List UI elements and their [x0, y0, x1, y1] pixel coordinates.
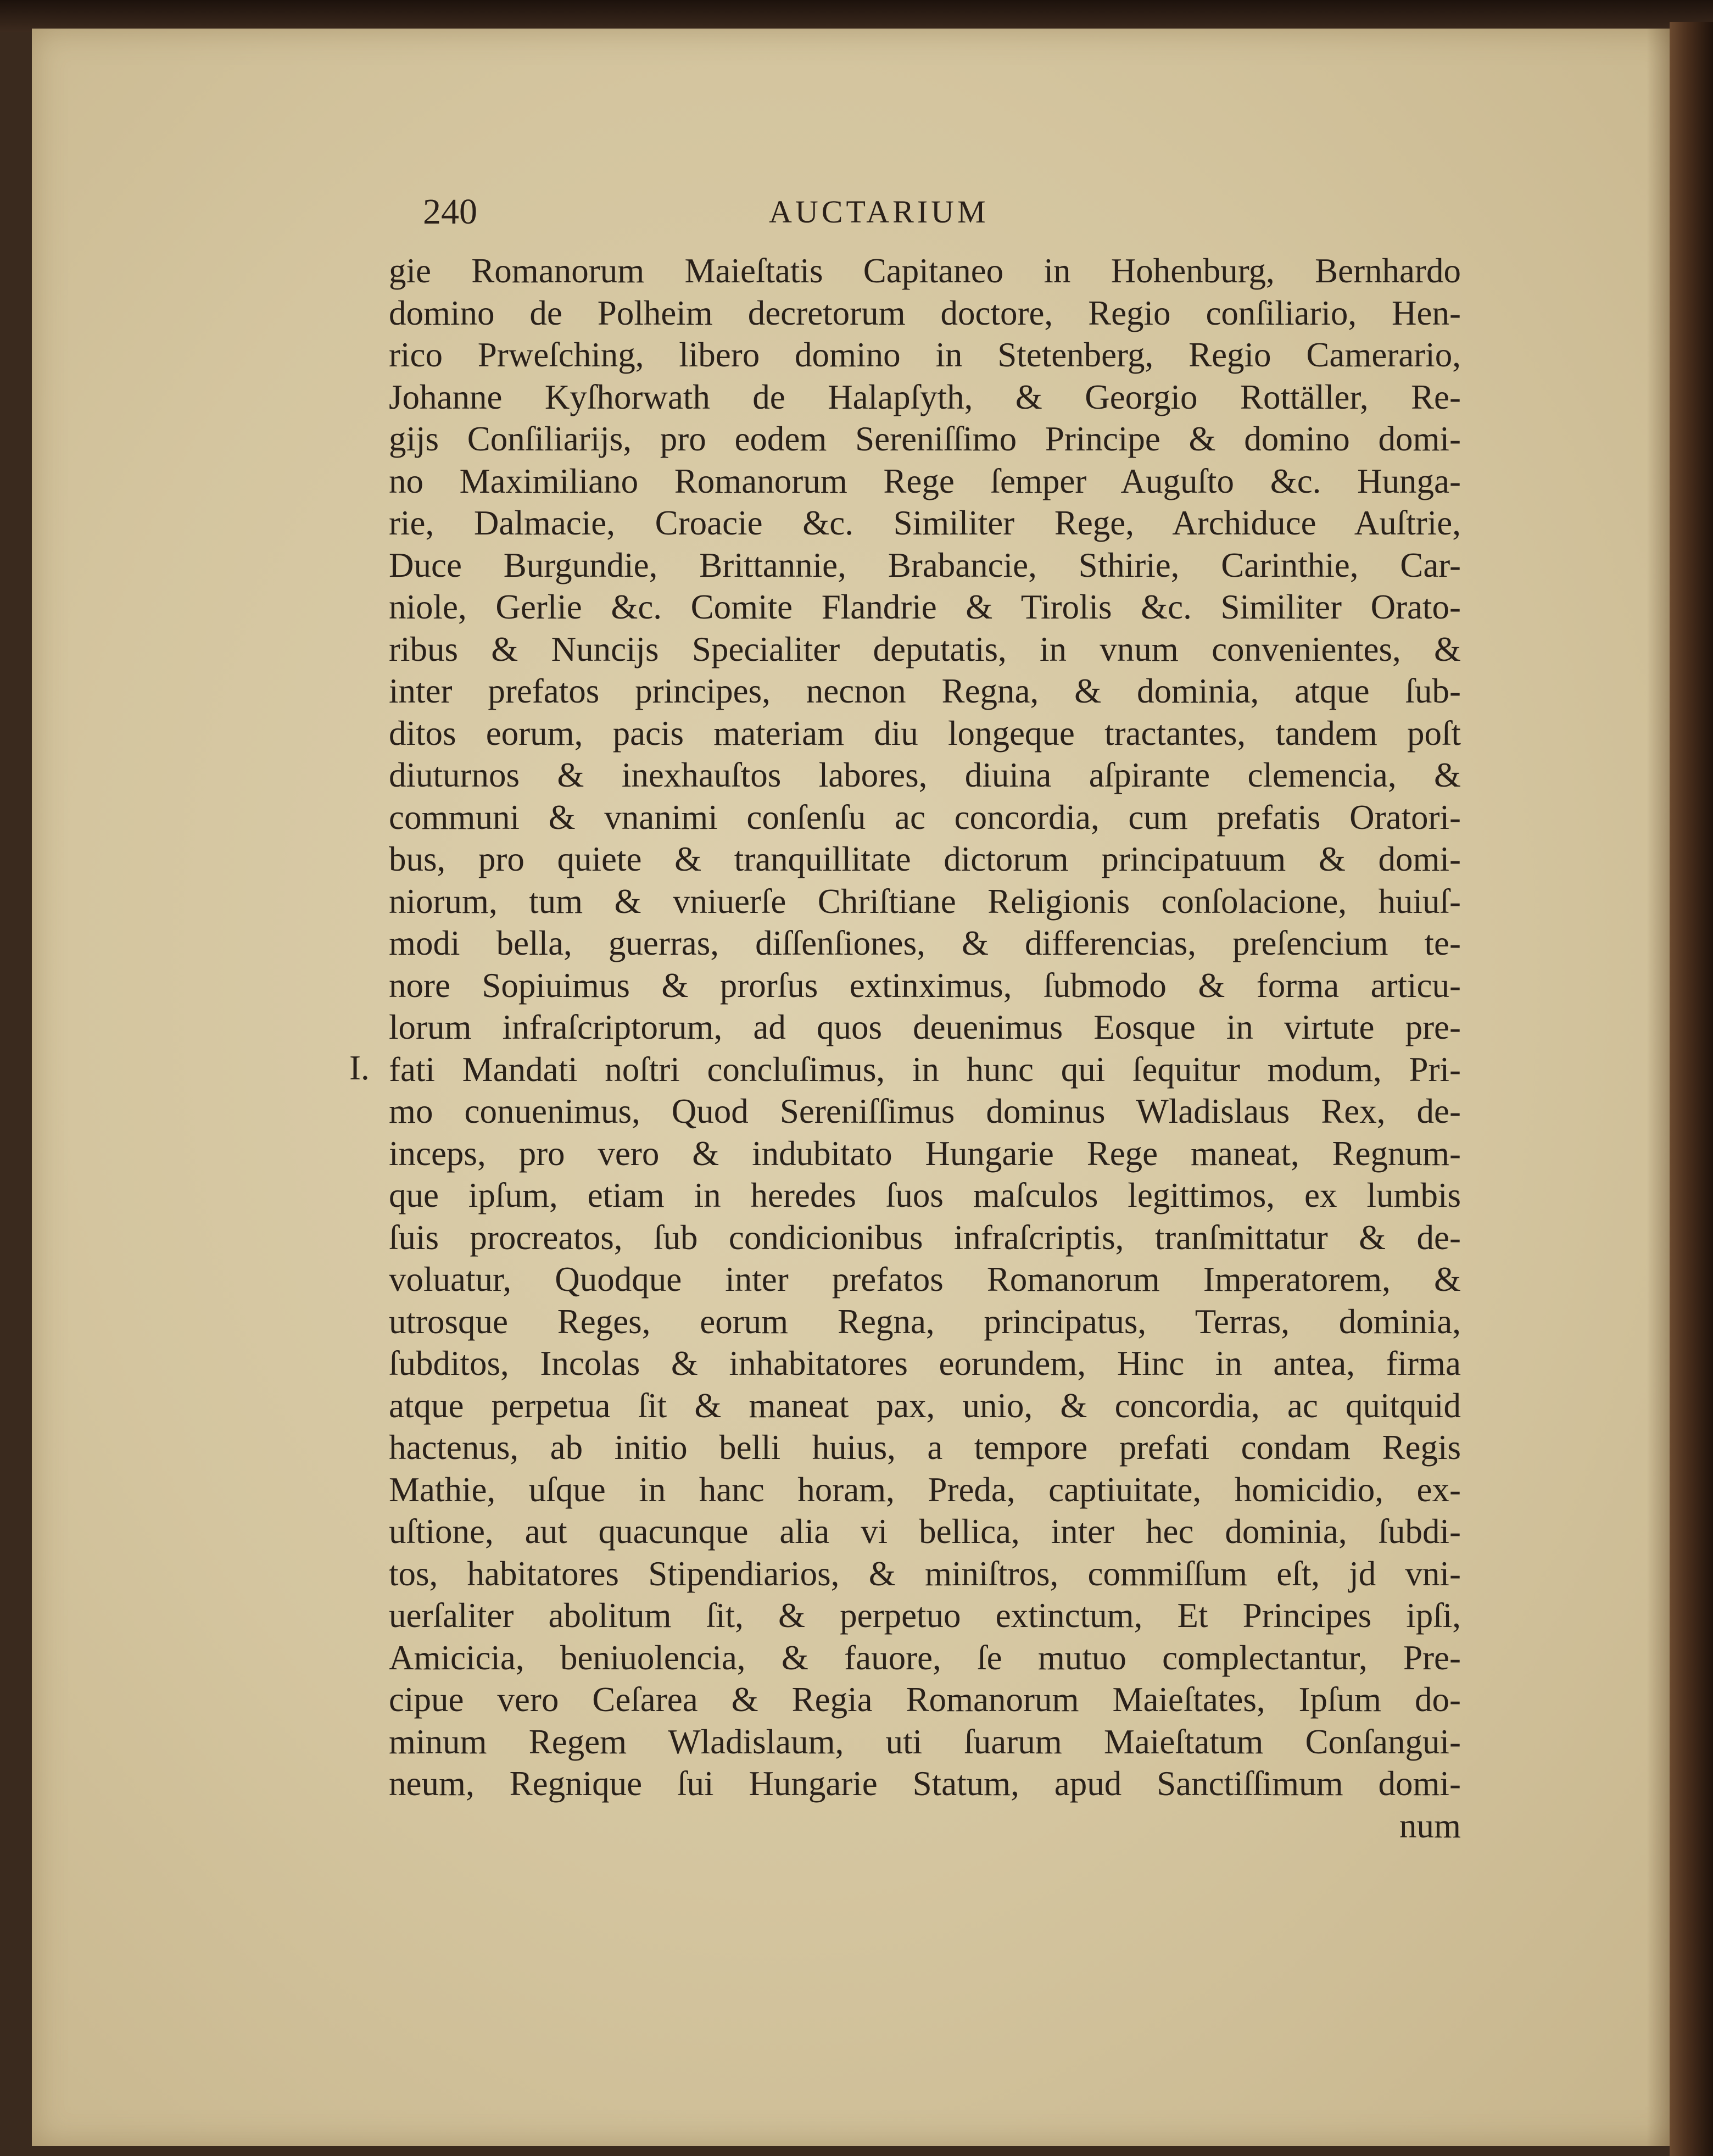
page-number: 240	[423, 192, 477, 232]
text-line: hactenus, ab initio belli huius, a tempore prefati condam Regis	[389, 1428, 1461, 1467]
text-line: Amicicia, beniuolencia, & fauore, ſe mutuo complectantur, Pre-	[389, 1638, 1461, 1677]
text-line: niorum, tum & vniuerſe Chriſtiane Religionis conſolacione, huiuſ-	[389, 882, 1461, 921]
body-text	[389, 250, 1461, 1847]
text-line: voluatur, Quodque inter prefatos Romanorum Imperatorem, &	[389, 1260, 1461, 1299]
text-line: cipue vero Ceſarea & Regia Romanorum Maieſtates, Ipſum do-	[389, 1680, 1461, 1719]
catchword: num	[1399, 1806, 1461, 1845]
text-line: inceps, pro vero & indubitato Hungarie Rege maneat, Regnum-	[389, 1134, 1461, 1173]
text-line: tos, habitatores Stipendiarios, & miniſtros, commiſſum eſt, jd vni-	[389, 1554, 1461, 1593]
text-line: uſtione, aut quacunque alia vi bellica, inter hec dominia, ſubdi-	[389, 1512, 1461, 1551]
book-edge	[1670, 22, 1713, 2156]
running-head	[384, 187, 1318, 253]
running-title: AUCTARIUM	[769, 194, 989, 230]
text-line: gijs Conſiliarijs, pro eodem Sereniſſimo Principe & domino domi-	[389, 420, 1461, 458]
text-line: uerſaliter abolitum ſit, & perpetuo extinctum, Et Principes ipſi,	[389, 1596, 1461, 1635]
text-line: rico Prweſching, libero domino in Stetenberg, Regio Camerario,	[389, 336, 1461, 374]
text-line: utrosque Reges, eorum Regna, principatus, Terras, dominia,	[389, 1302, 1461, 1341]
text-line: modi bella, guerras, diſſenſiones, & differencias, preſencium te-	[389, 924, 1461, 962]
text-line: niole, Gerlie &c. Comite Flandrie & Tirolis &c. Similiter Orato-	[389, 588, 1461, 626]
text-line: diuturnos & inexhauſtos labores, diuina aſpirante clemencia, &	[389, 756, 1461, 794]
text-line: Mathie, uſque in hanc horam, Preda, captiuitate, homicidio, ex-	[389, 1470, 1461, 1509]
text-line: atque perpetua ſit & maneat pax, unio, & concordia, ac quitquid	[389, 1386, 1461, 1425]
text-line: Duce Burgundie, Brittannie, Brabancie, Sthirie, Carinthie, Car-	[389, 545, 1461, 584]
text-line: domino de Polheim decretorum doctore, Regio conſiliario, Hen-	[389, 293, 1461, 332]
text-line: minum Regem Wladislaum, uti ſuarum Maieſtatum Conſangui-	[389, 1722, 1461, 1761]
text-line: no Maximiliano Romanorum Rege ſemper Auguſto &c. Hunga-	[389, 461, 1461, 500]
text-line: mo conuenimus, Quod Sereniſſimus dominus Wladislaus Rex, de-	[389, 1092, 1461, 1130]
text-line: ribus & Nuncijs Specialiter deputatis, in vnum convenientes, &	[389, 629, 1461, 668]
text-line: gie Romanorum Maieſtatis Capitaneo in Hohenburg, Bernhardo	[389, 252, 1461, 290]
top-edge-shadow	[0, 0, 1713, 32]
text-line: ditos eorum, pacis materiam diu longeque tractantes, tandem poſt	[389, 714, 1461, 753]
text-line: nore Sopiuimus & prorſus extinximus, ſubmodo & forma articu-	[389, 966, 1461, 1005]
text-line: ſubditos, Incolas & inhabitatores eorundem, Hinc in antea, firma	[389, 1344, 1461, 1383]
text-line: que ipſum, etiam in heredes ſuos maſculos legittimos, ex lumbis	[389, 1176, 1461, 1215]
text-line: communi & vnanimi conſenſu ac concordia, cum prefatis Oratori-	[389, 798, 1461, 837]
text-line: inter prefatos principes, necnon Regna, & dominia, atque ſub-	[389, 672, 1461, 710]
text-line: fati Mandati noſtri concluſimus, in hunc qui ſequitur modum, Pri-	[389, 1050, 1461, 1089]
text-line: neum, Regnique ſui Hungarie Statum, apud Sanctiſſimum domi-	[389, 1764, 1461, 1803]
text-line: bus, pro quiete & tranquillitate dictorum principatuum & domi-	[389, 840, 1461, 878]
text-line: Johanne Kyſhorwath de Halapſyth, & Georgio Rottäller, Re-	[389, 377, 1461, 416]
margin-article-number: I.	[349, 1049, 370, 1087]
text-line: lorum infraſcriptorum, ad quos deuenimus Eosque in virtute pre-	[389, 1008, 1461, 1046]
text-line: ſuis procreatos, ſub condicionibus infraſcriptis, tranſmittatur & de-	[389, 1218, 1461, 1257]
text-line: rie, Dalmacie, Croacie &c. Similiter Rege, Archiduce Auſtrie,	[389, 504, 1461, 542]
